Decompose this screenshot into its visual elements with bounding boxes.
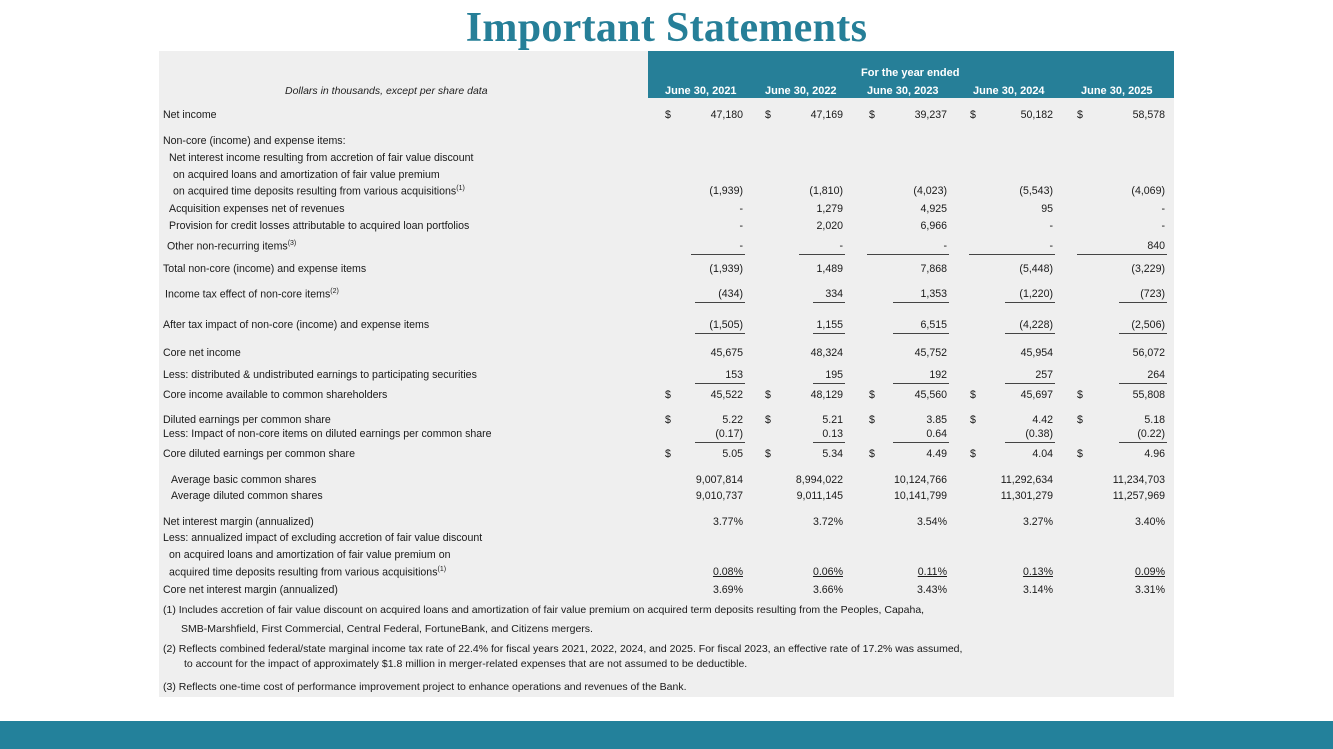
footnote-2a: (2) Reflects combined federal/state marginal income tax rate of 22.4% for fiscal years 2021, 2022, 2024, and 2025. For fiscal 2023, an effective rate of 17.2% was assumed, (163, 643, 963, 655)
value-cell: (0.22) (1137, 428, 1165, 440)
value-cell: (1,505) (709, 319, 743, 331)
subtotal-rule (799, 254, 845, 255)
row-label-text: Total non-core (income) and expense items (163, 263, 367, 275)
row-label-text: Core net income (163, 347, 241, 359)
row-label-text: Acquisition expenses net of revenues (169, 203, 345, 215)
value-cell: 3.31% (1134, 584, 1165, 596)
value-cell: 47,169 (810, 109, 843, 121)
subtotal-rule (1119, 302, 1167, 303)
row-label (163, 109, 217, 121)
value-cell: - (943, 240, 947, 252)
currency-symbol: $ (970, 389, 976, 401)
subtotal-rule (695, 302, 745, 303)
column-header-2024: June 30, 2024 (973, 85, 1045, 97)
row-label (163, 584, 338, 596)
subtotal-rule (1005, 333, 1055, 334)
value-cell: - (739, 203, 743, 215)
currency-symbol: $ (869, 109, 875, 121)
value-cell: 56,072 (1132, 347, 1165, 359)
subtotal-rule (969, 254, 1055, 255)
value-cell: 0.13 (822, 428, 843, 440)
value-cell: 50,182 (1020, 109, 1053, 121)
value-cell: 4.49 (926, 448, 947, 460)
value-cell: 45,752 (914, 347, 947, 359)
subtotal-rule (1005, 442, 1055, 443)
value-cell: 11,301,279 (1000, 490, 1053, 502)
row-label (163, 347, 241, 359)
value-cell: 0.06% (812, 566, 843, 578)
row-label-text: Less: Impact of non-core items on diluted earnings per common share (163, 428, 492, 440)
subtotal-rule (691, 254, 745, 255)
subtotal-rule (695, 333, 745, 334)
currency-symbol: $ (1077, 448, 1083, 460)
footnote-ref: (2) (330, 288, 339, 295)
row-label (171, 474, 316, 486)
value-cell: 4.42 (1032, 414, 1053, 426)
value-cell: 0.13% (1022, 566, 1053, 578)
currency-symbol: $ (869, 414, 875, 426)
row-label (163, 414, 331, 426)
subtotal-rule (813, 302, 845, 303)
currency-symbol: $ (665, 389, 671, 401)
value-cell: 9,011,145 (796, 490, 843, 502)
footnote-ref: (3) (287, 240, 297, 247)
value-cell: 10,141,799 (893, 490, 947, 502)
value-cell: 45,522 (710, 389, 743, 401)
page-title: Important Statements (465, 5, 868, 51)
currency-symbol: $ (970, 109, 976, 121)
row-label (163, 263, 366, 275)
row-label (163, 369, 477, 381)
value-cell: 3.69% (712, 584, 743, 596)
currency-symbol: $ (1077, 109, 1083, 121)
period-label: For the year ended (861, 67, 960, 79)
value-cell: 45,675 (710, 347, 743, 359)
subtotal-rule (1119, 442, 1167, 443)
value-cell: 95 (1041, 203, 1053, 215)
row-label-text: Net income (163, 109, 217, 121)
row-label-text: Provision for credit losses attributable to acquired loan portfolios (169, 220, 470, 232)
value-cell: 1,279 (816, 203, 843, 215)
column-header-2021: June 30, 2021 (665, 85, 737, 97)
value-cell: 0.64 (926, 428, 947, 440)
row-label (163, 428, 492, 440)
currency-symbol: $ (765, 389, 771, 401)
value-cell: 7,868 (920, 263, 947, 275)
row-label (165, 288, 339, 301)
row-label (163, 516, 314, 528)
value-cell: 3.54% (916, 516, 947, 528)
value-cell: - (739, 240, 743, 252)
row-label-text: Core net interest margin (annualized) (163, 584, 338, 596)
value-cell: 6,966 (920, 220, 947, 232)
value-cell: 192 (929, 369, 947, 381)
row-label (169, 220, 469, 232)
value-cell: 45,954 (1020, 347, 1053, 359)
value-cell: 5.21 (822, 414, 843, 426)
financial-table (159, 51, 1174, 697)
row-label (163, 319, 429, 331)
value-cell: (1,939) (709, 263, 743, 275)
currency-symbol: $ (765, 448, 771, 460)
row-label-text: Net interest margin (annualized) (163, 516, 314, 528)
value-cell: (0.17) (715, 428, 743, 440)
value-cell: 1,155 (816, 319, 843, 331)
subtotal-rule (1005, 302, 1055, 303)
value-cell: 3.40% (1134, 516, 1165, 528)
value-cell: 4.96 (1144, 448, 1165, 460)
value-cell: 9,007,814 (695, 474, 743, 486)
currency-symbol: $ (970, 448, 976, 460)
value-cell: 0.08% (712, 566, 743, 578)
row-label-text: on acquired loans and amortization of fair value premium on (169, 549, 451, 561)
value-cell: (1,220) (1019, 288, 1053, 300)
value-cell: (1,810) (809, 185, 843, 197)
value-cell: 5.18 (1144, 414, 1165, 426)
value-cell: 9,010,737 (695, 490, 743, 502)
footnote-2b: to account for the impact of approximately $1.8 million in merger-related expenses that are not assumed to be deductible. (184, 658, 748, 670)
value-cell: 5.22 (722, 414, 743, 426)
value-cell: (434) (718, 288, 743, 300)
footnote-ref: (1) (437, 566, 447, 573)
value-cell: 39,237 (914, 109, 947, 121)
row-label-text: on acquired time deposits resulting from various acquisitions (173, 185, 457, 198)
footer-bar (0, 721, 1333, 749)
value-cell: 10,124,766 (893, 474, 947, 486)
value-cell: (3,229) (1131, 263, 1165, 275)
row-label (167, 240, 296, 253)
value-cell: 48,324 (810, 347, 843, 359)
subtotal-rule (813, 383, 845, 384)
subtotal-rule (1119, 333, 1167, 334)
currency-symbol: $ (665, 448, 671, 460)
row-label-text: Less: annualized impact of excluding accretion of fair value discount (163, 532, 483, 544)
subtotal-rule (813, 333, 845, 334)
value-cell: 3.66% (812, 584, 843, 596)
footnote-3: (3) Reflects one-time cost of performance improvement project to enhance operations and revenues of the Bank. (163, 681, 687, 693)
value-cell: 195 (825, 369, 843, 381)
subtotal-rule (1005, 383, 1055, 384)
value-cell: 48,129 (810, 389, 843, 401)
subtotal-rule (867, 254, 949, 255)
subtotal-rule (813, 442, 845, 443)
subtotal-rule (893, 442, 949, 443)
row-label-text: Diluted earnings per common share (163, 414, 331, 426)
row-label-text: Core income available to common shareholders (163, 389, 388, 401)
value-cell: (4,228) (1019, 319, 1053, 331)
row-label (171, 490, 323, 502)
column-header-2023: June 30, 2023 (867, 85, 939, 97)
row-label (169, 549, 450, 561)
value-cell: (4,023) (913, 185, 947, 197)
currency-symbol: $ (665, 414, 671, 426)
value-cell: 334 (825, 288, 843, 300)
value-cell: - (1161, 203, 1165, 215)
value-cell: - (1161, 220, 1165, 232)
row-label (169, 152, 473, 164)
value-cell: 4.04 (1032, 448, 1053, 460)
value-cell: - (839, 240, 843, 252)
value-cell: 0.11% (917, 566, 947, 578)
value-cell: 3.27% (1022, 516, 1053, 528)
value-cell: - (1049, 240, 1053, 252)
subtotal-rule (1077, 254, 1167, 255)
value-cell: 58,578 (1132, 109, 1165, 121)
value-cell: 3.85 (926, 414, 947, 426)
value-cell: - (1049, 220, 1053, 232)
value-cell: 1,353 (920, 288, 947, 300)
row-label-text: Less: distributed & undistributed earnings to participating securities (163, 369, 477, 381)
subtotal-rule (893, 302, 949, 303)
value-cell: 45,560 (914, 389, 947, 401)
subtotal-rule (893, 333, 949, 334)
value-cell: (5,448) (1019, 263, 1053, 275)
value-cell: (2,506) (1131, 319, 1165, 331)
currency-symbol: $ (970, 414, 976, 426)
row-label-text: Average basic common shares (171, 474, 317, 486)
row-label (163, 532, 482, 544)
row-label-text: acquired time deposits resulting from various acquisitions (169, 566, 438, 579)
value-cell: 5.05 (722, 448, 743, 460)
row-label (163, 389, 387, 401)
value-cell: (4,069) (1131, 185, 1165, 197)
value-cell: 257 (1035, 369, 1053, 381)
value-cell: 264 (1147, 369, 1165, 381)
row-label-text: Net interest income resulting from accretion of fair value discount (169, 152, 474, 164)
row-label-text: Average diluted common shares (171, 490, 323, 502)
value-cell: (0.38) (1025, 428, 1053, 440)
value-cell: 3.72% (812, 516, 843, 528)
value-cell: 11,292,634 (1000, 474, 1053, 486)
value-cell: 2,020 (816, 220, 843, 232)
value-cell: (1,939) (709, 185, 743, 197)
value-cell: 3.77% (712, 516, 743, 528)
subtotal-rule (695, 383, 745, 384)
row-label-text: Core diluted earnings per common share (163, 448, 355, 460)
row-label (163, 135, 346, 147)
row-label (163, 448, 355, 460)
value-cell: (5,543) (1019, 185, 1053, 197)
value-cell: 0.09% (1134, 566, 1165, 578)
currency-symbol: $ (869, 448, 875, 460)
currency-symbol: $ (869, 389, 875, 401)
value-cell: (723) (1140, 288, 1165, 300)
value-cell: 11,234,703 (1112, 474, 1165, 486)
units-label: Dollars in thousands, except per share data (285, 85, 488, 97)
row-label-text: After tax impact of non-core (income) and expense items (163, 319, 430, 331)
row-label (169, 566, 446, 579)
value-cell: 6,515 (920, 319, 947, 331)
value-cell: 47,180 (710, 109, 743, 121)
currency-symbol: $ (765, 109, 771, 121)
value-cell: 5.34 (822, 448, 843, 460)
row-label-text: Income tax effect of non-core items (165, 288, 331, 301)
value-cell: 4,925 (920, 203, 947, 215)
footnote-1a: (1) Includes accretion of fair value discount on acquired loans and amortization of fair value premium on acquired term deposits resulting from the Peoples, Capaha, (163, 604, 925, 616)
row-label-text: Non-core (income) and expense items: (163, 135, 346, 147)
currency-symbol: $ (765, 414, 771, 426)
value-cell: 11,257,969 (1112, 490, 1165, 502)
column-header-2022: June 30, 2022 (765, 85, 837, 97)
value-cell: 153 (725, 369, 743, 381)
subtotal-rule (695, 442, 745, 443)
footnote-1b: SMB-Marshfield, First Commercial, Central Federal, FortuneBank, and Citizens mergers. (181, 623, 593, 635)
row-label (173, 169, 440, 181)
column-header-2025: June 30, 2025 (1081, 85, 1153, 97)
value-cell: 1,489 (816, 263, 843, 275)
value-cell: 840 (1147, 240, 1165, 252)
footnote-ref: (1) (456, 185, 465, 192)
value-cell: 3.43% (916, 584, 947, 596)
subtotal-rule (893, 383, 949, 384)
value-cell: 55,808 (1132, 389, 1165, 401)
value-cell: 8,994,022 (795, 474, 843, 486)
value-cell: 45,697 (1020, 389, 1053, 401)
row-label-text: Other non-recurring items (167, 240, 288, 253)
currency-symbol: $ (1077, 389, 1083, 401)
currency-symbol: $ (1077, 414, 1083, 426)
row-label-text: on acquired loans and amortization of fair value premium (173, 169, 440, 181)
currency-symbol: $ (665, 109, 671, 121)
row-label (173, 185, 465, 198)
value-cell: - (739, 220, 743, 232)
value-cell: 3.14% (1022, 584, 1053, 596)
subtotal-rule (1119, 383, 1167, 384)
row-label (169, 203, 345, 215)
